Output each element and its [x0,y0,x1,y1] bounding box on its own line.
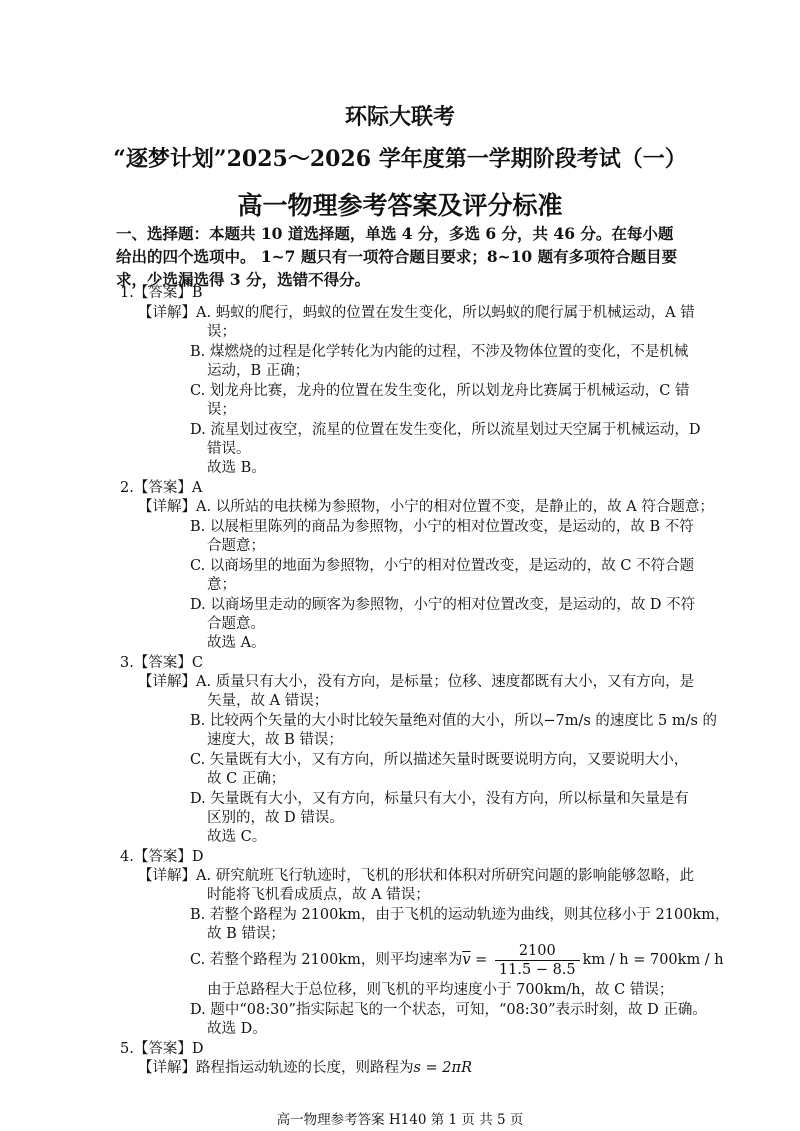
question-4-detail-d: D. 题中“08:30”指实际起飞的一个状态，可知，“08:30”表示时刻，故 D 正确。 [190,1002,707,1018]
question-1-detail-d-cont: 错误。 [207,441,251,457]
question-1-detail-a-cont: 误； [207,324,236,340]
question-3-answer: 3.【答案】C [120,655,203,671]
question-2-detail-a: 【详解】A. 以所站的电扶梯为参照物，小宁的相对位置不变，是静止的，故 A 符合题意； [138,499,714,515]
question-1-detail-c: C. 划龙舟比赛，龙舟的位置在发生变化，所以划龙舟比赛属于机械运动，C 错 [190,383,690,399]
question-1-detail-a: 【详解】A. 蚂蚁的爬行，蚂蚁的位置在发生变化，所以蚂蚁的爬行属于机械运动，A 错 [138,305,695,321]
question-4-detail-a: 【详解】A. 研究航班飞行轨迹时，飞机的形状和体积对所研究问题的影响能够忽略，此 [138,868,695,884]
question-3-detail-b-cont: 速度大，故 B 错误； [207,732,343,748]
exam-series-title: 环际大联考 [344,104,455,130]
question-3-detail-b: B. 比较两个矢量的大小时比较矢量绝对值的大小，所以−7m/s 的速度比 5 m/s 的 [190,713,718,729]
average-speed-fraction [495,942,580,979]
question-3-detail-c-cont: 故 C 正确； [207,771,286,787]
question-5-answer: 5.【答案】D [120,1041,204,1057]
page-footer: 高一物理参考答案 H140 第 1 页 共 5 页 [276,1112,524,1128]
question-3-detail-c: C. 矢量既有大小，又有方向，所以描述矢量时既要说明方向，又要说明大小， [190,752,689,768]
question-2-answer: 2.【答案】A [120,480,203,496]
question-4-detail-c-text: C. 若整个路程为 2100km，则平均速率为 [190,952,463,968]
fraction-numerator: 2100 [495,942,580,961]
exam-title: “逐梦计划”2025～2026 学年度第一学期阶段考试（一） [113,146,687,172]
question-1-detail-b: B. 煤燃烧的过程是化学转化为内能的过程，不涉及物体位置的变化，不是机械 [190,344,689,360]
question-4-detail-c [190,940,724,980]
question-2-detail-c: C. 以商场里的地面为参照物，小宁的相对位置改变，是运动的，故 C 不符合题 [190,558,695,574]
question-3-detail-a-cont: 矢量，故 A 错误； [207,693,329,709]
question-1-detail-d: D. 流星划过夜空，流星的位置在发生变化，所以流星划过天空属于机械运动，D [190,422,701,438]
question-1-detail-b-cont: 运动，B 正确； [207,363,310,379]
question-1-detail-c-cont: 误； [207,402,236,418]
average-speed-result: km / h = 700km / h [582,952,724,968]
question-4-detail-b: B. 若整个路程为 2100km，由于飞机的运动轨迹为曲线，则其位移小于 2100km， [190,907,730,923]
question-5-detail-text: 【详解】路程指运动轨迹的长度，则路程为 [138,1060,414,1076]
average-speed-symbol: $\overline{v}$ [462,952,471,968]
question-4-detail-b-cont: 故 B 错误； [207,926,285,942]
question-2-conclusion: 故选 A。 [207,635,266,651]
question-2-detail-d-cont: 合题意。 [207,616,265,632]
question-3-detail-d: D. 矢量既有大小，又有方向，标量只有大小，没有方向，所以标量和矢量是有 [190,791,689,807]
question-2-detail-c-cont: 意； [207,577,236,593]
question-3-conclusion: 故选 C。 [207,829,267,845]
question-4-conclusion: 故选 D。 [207,1021,267,1037]
question-2-detail-b: B. 以展柜里陈列的商品为参照物，小宁的相对位置改变，是运动的，故 B 不符 [190,519,694,535]
question-1-conclusion: 故选 B。 [207,460,266,476]
document-title: 高一物理参考答案及评分标准 [237,191,563,220]
question-2-detail-d: D. 以商场里走动的顾客为参照物，小宁的相对位置改变，是运动的，故 D 不符 [190,597,696,613]
path-length-formula: s = 2πR [413,1060,472,1076]
question-4-detail-c-cont: 由于总路程大于总位移，则飞机的平均速度小于 700km/h，故 C 错误； [207,982,674,998]
question-4-answer: 4.【答案】D [120,849,204,865]
question-3-detail-d-cont: 区别的，故 D 错误。 [207,810,344,826]
section-instructions: 一、选择题：本题共 10 道选择题，单选 4 分，多选 6 分，共 46 分。在每小题给出的四个选项中。 1~7 题只有一项符合题目要求；8~10 题有多项符合题目要求，少选漏选得 3 分，选错不得分。 [116,224,678,289]
question-1-answer: 1.【答案】B [120,285,203,301]
question-4-detail-a-cont: 时能将飞机看成质点，故 A 错误； [207,887,430,903]
question-2-detail-b-cont: 合题意； [207,538,265,554]
question-5-detail [138,1058,472,1078]
fraction-denominator: 11.5 − 8.5 [498,961,576,978]
equals-sign: = [470,952,492,968]
question-3-detail-a: 【详解】A. 质量只有大小，没有方向，是标量；位移、速度都既有大小，又有方向，是 [138,674,695,690]
